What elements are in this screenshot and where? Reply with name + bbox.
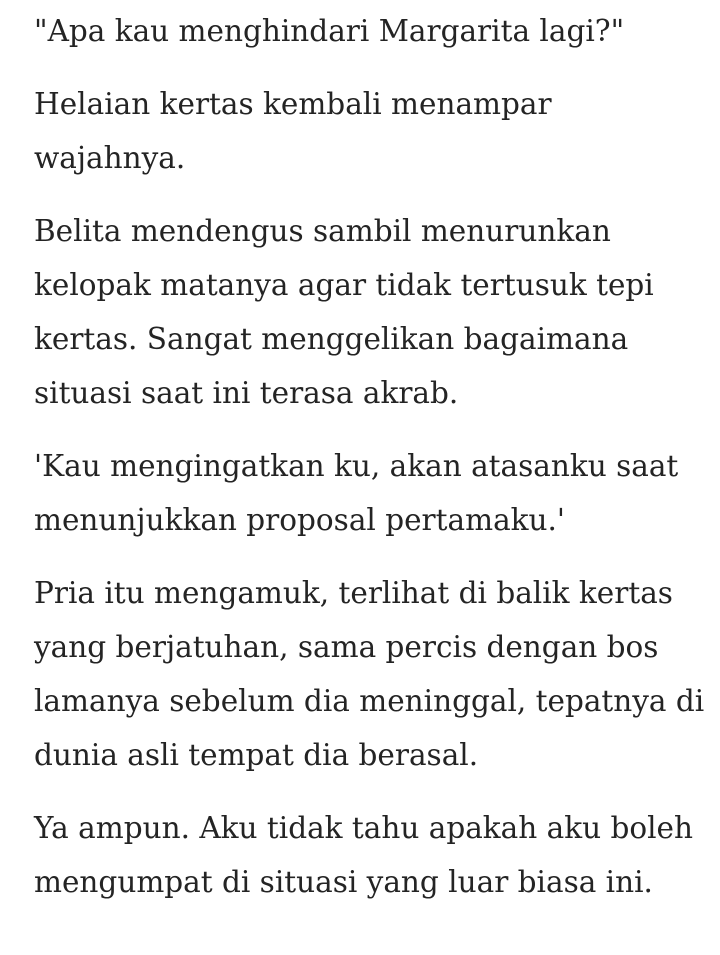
text-line: Belita mendengus sambil menurunkan: [34, 214, 611, 248]
text-line: Pria itu mengamuk, terlihat di balik kertas: [34, 576, 673, 610]
text-line: 'Kau mengingatkan ku, akan atasanku saat: [34, 449, 679, 483]
text-line: kelopak matanya agar tidak tertusuk tepi: [34, 268, 654, 302]
paragraph-man-rage: [34, 566, 704, 782]
text-line: Ya ampun. Aku tidak tahu apakah aku boleh: [34, 811, 694, 845]
text-line: mengumpat di situasi yang luar biasa ini.: [34, 865, 653, 899]
text-line: lamanya sebelum dia meninggal, tepatnya di: [34, 684, 705, 718]
text-line: menunjukkan proposal pertamaku.': [34, 503, 566, 537]
paragraph-belita-reaction: [34, 204, 704, 420]
text-line: dunia asli tempat dia berasal.: [34, 738, 479, 772]
text-line: yang berjatuhan, sama percis dengan bos: [34, 630, 659, 664]
text-line: Helaian kertas kembali menampar: [34, 87, 552, 121]
text-line: wajahnya.: [34, 141, 186, 175]
paragraph-dialogue-margarita: [34, 4, 704, 58]
text-line: "Apa kau menghindari Margarita lagi?": [34, 14, 625, 48]
text-line: kertas. Sangat menggelikan bagaimana: [34, 322, 629, 356]
paragraph-exclamation: [34, 801, 704, 909]
text-line: situasi saat ini terasa akrab.: [34, 376, 459, 410]
paragraph-paper-slap: [34, 77, 704, 185]
paragraph-inner-thought: [34, 439, 704, 547]
story-text: [34, 4, 704, 928]
